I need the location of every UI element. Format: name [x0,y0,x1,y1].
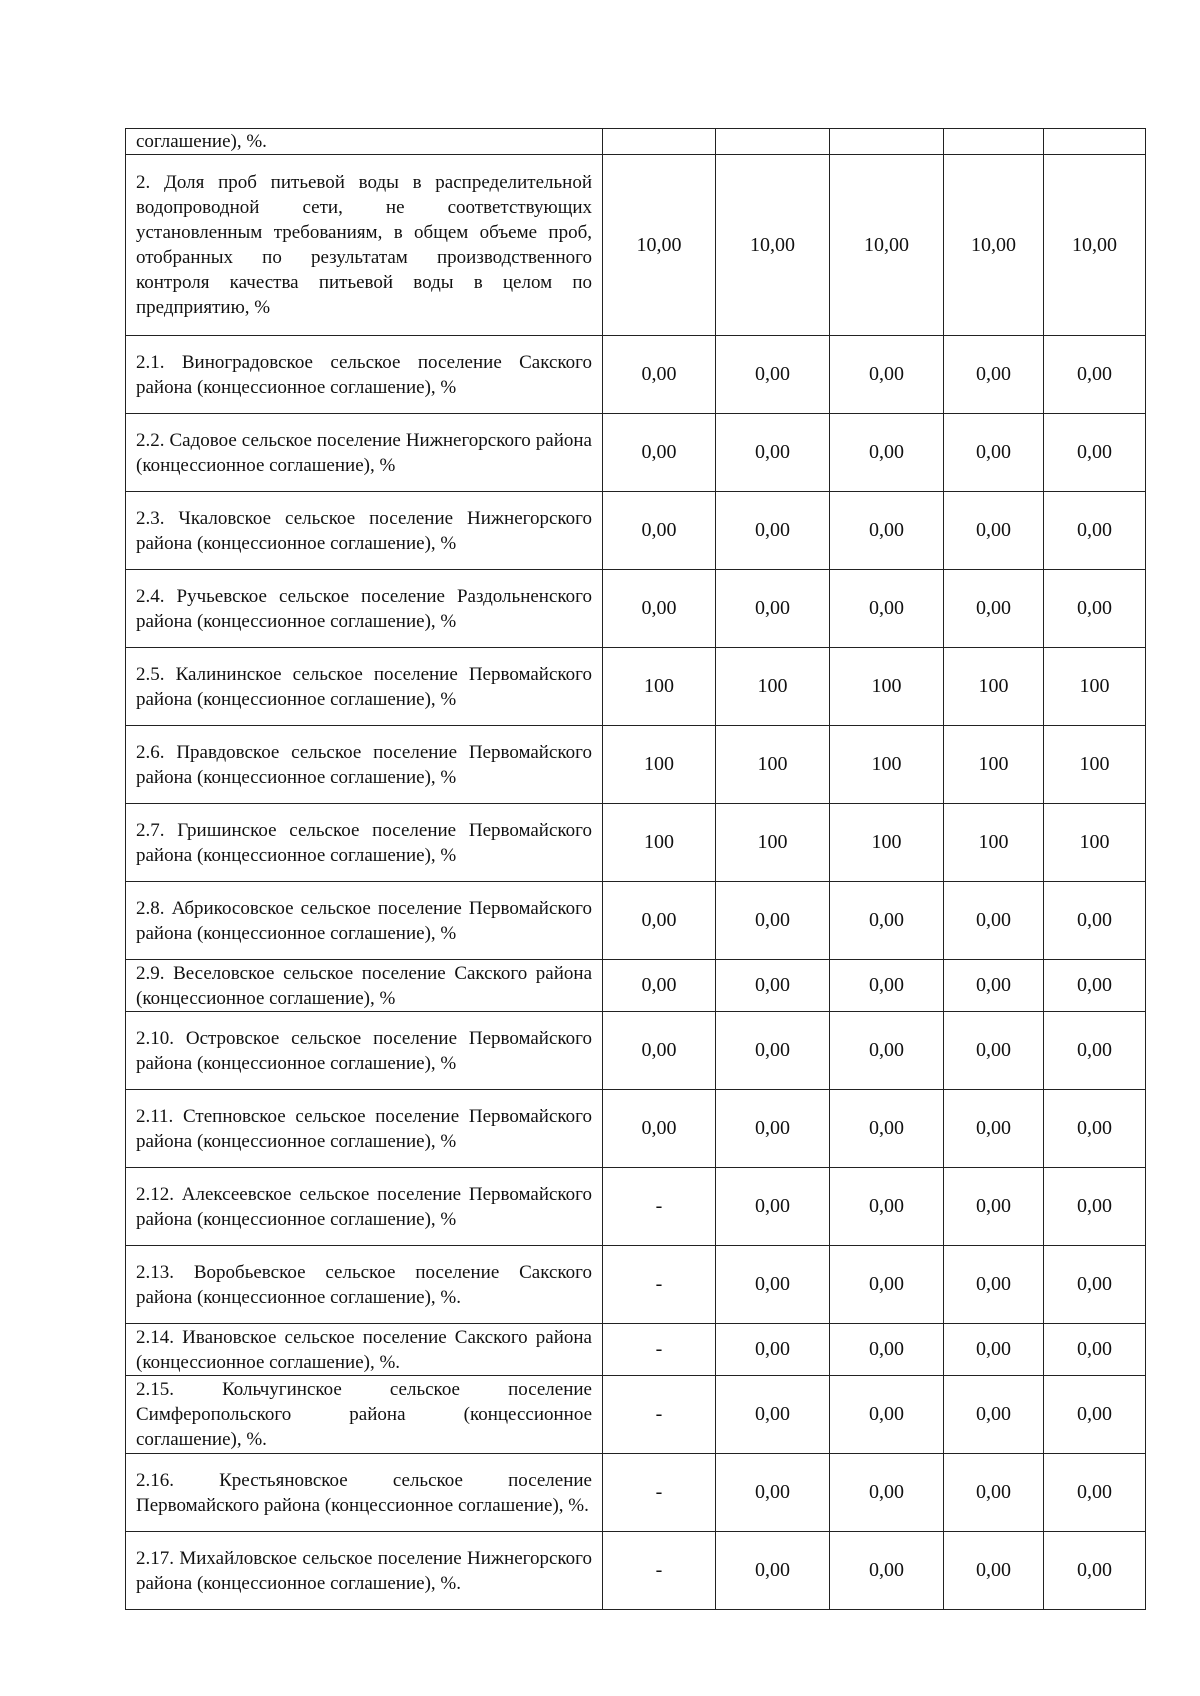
indicator-name: соглашение), %. [126,129,603,155]
value-cell: 100 [830,804,944,882]
indicator-name: 2.13. Воробьевское сельское поселение Сакского района (концессионное соглашение), %. [126,1246,603,1324]
table-row [126,804,1146,882]
value-cell: 10,00 [716,155,830,336]
table-row [126,129,1146,155]
value-cell: 0,00 [1044,882,1146,960]
value-cell: 0,00 [603,336,716,414]
value-cell: 0,00 [1044,1324,1146,1376]
value-cell: 0,00 [944,414,1044,492]
value-cell: 0,00 [716,1012,830,1090]
value-cell: 100 [944,726,1044,804]
value-cell: 0,00 [944,1012,1044,1090]
value-cell: 100 [716,648,830,726]
table-row [126,414,1146,492]
indicator-name: 2.10. Островское сельское поселение Первомайского района (концессионное соглашение), % [126,1012,603,1090]
table-row [126,1090,1146,1168]
value-cell: 100 [830,648,944,726]
value-cell: 100 [603,804,716,882]
value-cell: 10,00 [1044,155,1146,336]
table-row [126,726,1146,804]
value-cell: 100 [716,726,830,804]
table-row [126,1246,1146,1324]
value-cell: 100 [1044,804,1146,882]
value-cell: - [603,1532,716,1610]
value-cell: 0,00 [716,1168,830,1246]
value-cell [716,129,830,155]
value-cell: 0,00 [1044,336,1146,414]
indicator-name: 2.7. Гришинское сельское поселение Первомайского района (концессионное соглашение), % [126,804,603,882]
indicator-name: 2.16. Крестьяновское сельское поселение Первомайского района (концессионное соглашение), %. [126,1454,603,1532]
value-cell: 0,00 [830,492,944,570]
value-cell: 10,00 [603,155,716,336]
value-cell [830,129,944,155]
value-cell: 0,00 [716,570,830,648]
value-cell: - [603,1376,716,1454]
indicator-name: 2.6. Правдовское сельское поселение Первомайского района (концессионное соглашение), % [126,726,603,804]
value-cell: 0,00 [830,1324,944,1376]
value-cell: 0,00 [1044,414,1146,492]
value-cell: 0,00 [603,882,716,960]
value-cell: 0,00 [716,960,830,1012]
value-cell: 0,00 [603,414,716,492]
table-row [126,960,1146,1012]
value-cell: 0,00 [944,1532,1044,1610]
table-row [126,648,1146,726]
value-cell: 0,00 [1044,1168,1146,1246]
value-cell: 100 [603,726,716,804]
table-row [126,1012,1146,1090]
value-cell: 0,00 [830,1090,944,1168]
value-cell: 0,00 [944,336,1044,414]
value-cell: 0,00 [944,960,1044,1012]
value-cell: 100 [944,804,1044,882]
value-cell: 0,00 [716,1376,830,1454]
value-cell: 10,00 [830,155,944,336]
table-row [126,1324,1146,1376]
value-cell: 0,00 [830,1376,944,1454]
value-cell: 0,00 [1044,960,1146,1012]
value-cell: 100 [944,648,1044,726]
value-cell: - [603,1454,716,1532]
value-cell: 0,00 [944,882,1044,960]
indicator-name: 2.2. Садовое сельское поселение Нижнегорского района (концессионное соглашение), % [126,414,603,492]
table-row [126,1168,1146,1246]
value-cell: 0,00 [830,1168,944,1246]
table-row [126,155,1146,336]
indicator-name: 2.11. Степновское сельское поселение Первомайского района (концессионное соглашение), % [126,1090,603,1168]
value-cell: 0,00 [830,414,944,492]
value-cell: 0,00 [944,570,1044,648]
value-cell: 100 [1044,648,1146,726]
value-cell: 0,00 [716,1324,830,1376]
value-cell: 0,00 [944,1454,1044,1532]
value-cell: 0,00 [716,1532,830,1610]
value-cell: 0,00 [1044,1376,1146,1454]
value-cell: 100 [603,648,716,726]
value-cell: 0,00 [944,1324,1044,1376]
value-cell: 0,00 [944,1376,1044,1454]
value-cell: 0,00 [944,1246,1044,1324]
table-row [126,1376,1146,1454]
value-cell: 10,00 [944,155,1044,336]
value-cell: 100 [1044,726,1146,804]
value-cell: 0,00 [830,336,944,414]
indicators-table [125,128,1146,1610]
value-cell: 0,00 [603,492,716,570]
value-cell: 0,00 [944,1090,1044,1168]
value-cell: 0,00 [830,882,944,960]
indicator-name: 2.9. Веселовское сельское поселение Сакского района (концессионное соглашение), % [126,960,603,1012]
value-cell: 0,00 [716,492,830,570]
table-row [126,492,1146,570]
value-cell [944,129,1044,155]
value-cell: - [603,1168,716,1246]
value-cell [1044,129,1146,155]
indicator-name: 2.14. Ивановское сельское поселение Сакского района (концессионное соглашение), %. [126,1324,603,1376]
value-cell: 0,00 [1044,1246,1146,1324]
indicator-name: 2.1. Виноградовское сельское поселение Сакского района (концессионное соглашение), % [126,336,603,414]
value-cell: 0,00 [944,1168,1044,1246]
value-cell: 0,00 [716,336,830,414]
indicator-name: 2. Доля проб питьевой воды в распределительной водопроводной сети, не соответствующих установленным требованиям, в общем объеме проб, отобранных по результатам производственного контроля качества питьевой воды в целом по предприятию, % [126,155,603,336]
value-cell: 0,00 [830,1246,944,1324]
value-cell: - [603,1246,716,1324]
indicator-name: 2.12. Алексеевское сельское поселение Первомайского района (концессионное соглашение), % [126,1168,603,1246]
value-cell: 0,00 [1044,1090,1146,1168]
value-cell: 0,00 [830,570,944,648]
indicator-name: 2.15. Кольчугинское сельское поселение Симферопольского района (концессионное соглашение), %. [126,1376,603,1454]
value-cell: 0,00 [1044,1012,1146,1090]
value-cell: 0,00 [716,882,830,960]
value-cell: 0,00 [716,414,830,492]
value-cell: 0,00 [830,1532,944,1610]
value-cell: 0,00 [830,960,944,1012]
value-cell: 0,00 [1044,1532,1146,1610]
value-cell: 0,00 [944,492,1044,570]
value-cell: 0,00 [1044,570,1146,648]
value-cell: 0,00 [603,1090,716,1168]
indicator-name: 2.3. Чкаловское сельское поселение Нижнегорского района (концессионное соглашение), % [126,492,603,570]
value-cell [603,129,716,155]
value-cell: 100 [830,726,944,804]
value-cell: 0,00 [603,570,716,648]
value-cell: 0,00 [716,1246,830,1324]
value-cell: 0,00 [716,1454,830,1532]
value-cell: 0,00 [603,960,716,1012]
value-cell: 0,00 [716,1090,830,1168]
value-cell: 0,00 [1044,1454,1146,1532]
value-cell: 0,00 [1044,492,1146,570]
indicator-name: 2.8. Абрикосовское сельское поселение Первомайского района (концессионное соглашение), % [126,882,603,960]
value-cell: - [603,1324,716,1376]
value-cell: 100 [716,804,830,882]
table-row [126,570,1146,648]
value-cell: 0,00 [830,1012,944,1090]
indicator-name: 2.4. Ручьевское сельское поселение Раздольненского района (концессионное соглашение), % [126,570,603,648]
value-cell: 0,00 [830,1454,944,1532]
indicator-name: 2.17. Михайловское сельское поселение Нижнегорского района (концессионное соглашение), %. [126,1532,603,1610]
table-row [126,882,1146,960]
table-row [126,1454,1146,1532]
table-row [126,1532,1146,1610]
value-cell: 0,00 [603,1012,716,1090]
indicator-name: 2.5. Калининское сельское поселение Первомайского района (концессионное соглашение), % [126,648,603,726]
table-row [126,336,1146,414]
